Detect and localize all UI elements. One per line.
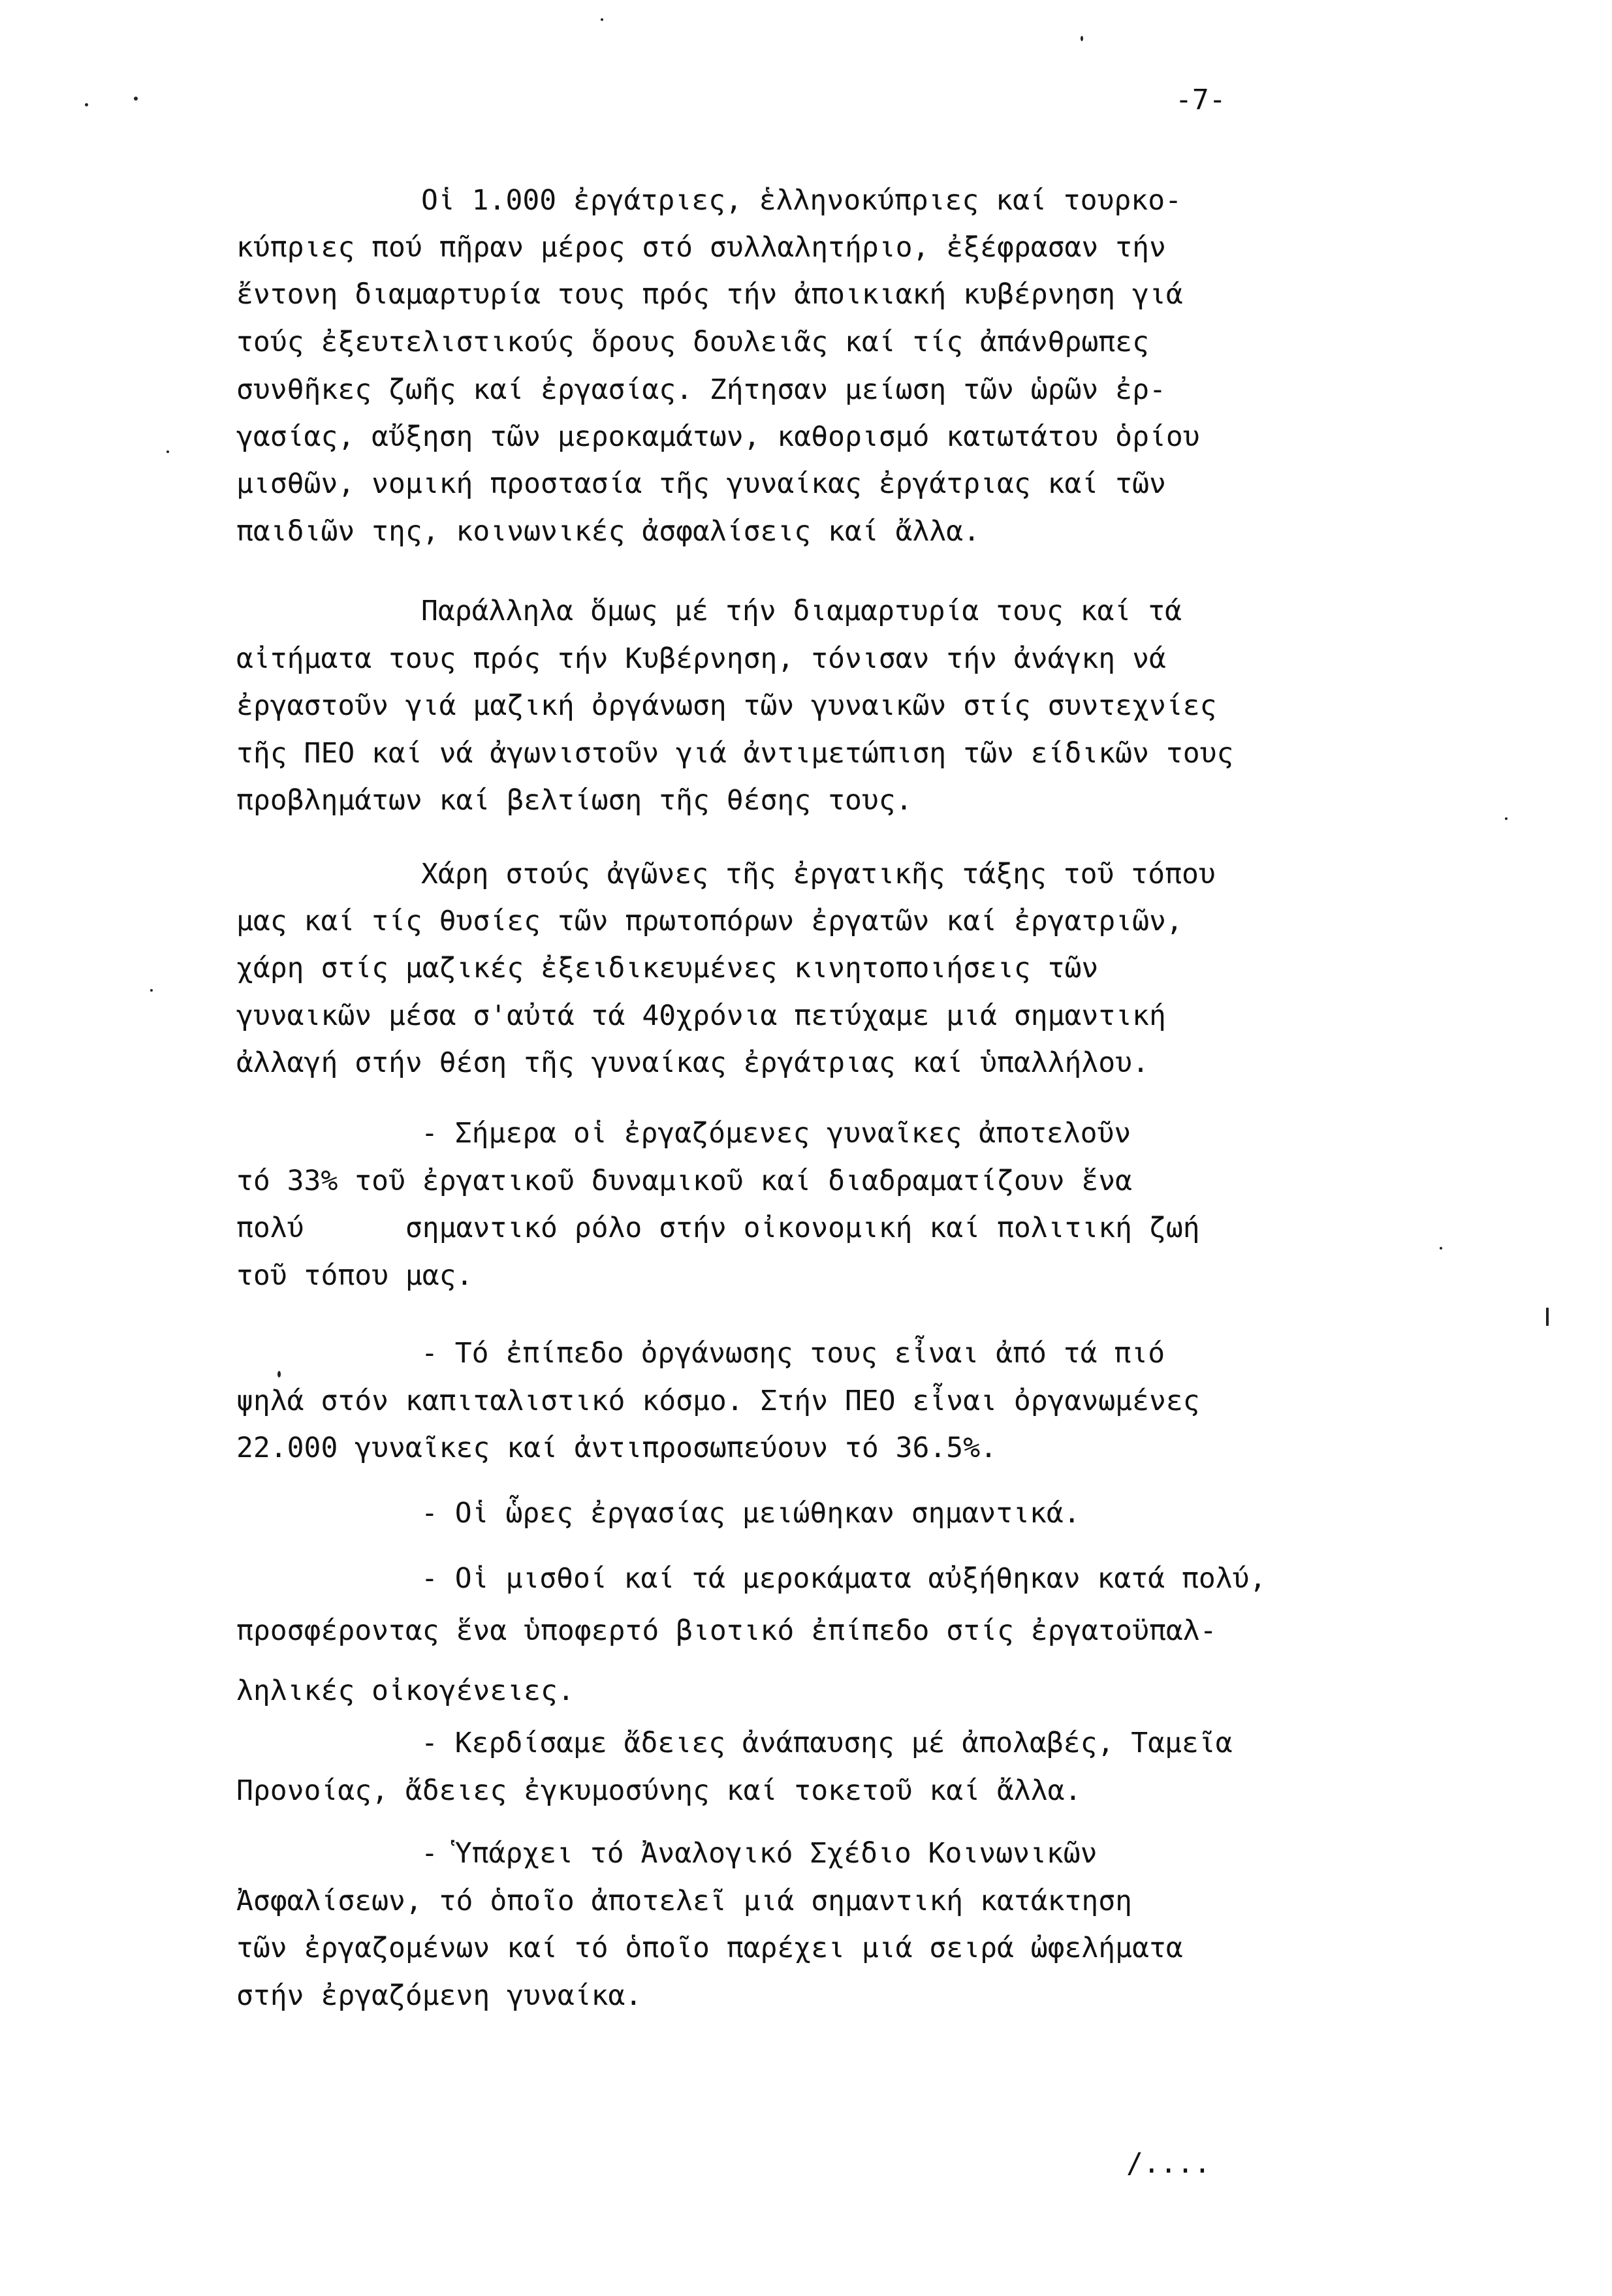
text-line: Παράλληλα ὅμως μέ τήν διαμαρτυρία τους καί τά: [421, 595, 1182, 627]
text-line: - Κερδίσαμε ἄδειες ἀνάπαυσης μέ ἀπολαβές, Ταμεῖα: [421, 1727, 1233, 1759]
text-line: - Οἱ ὧρες ἐργασίας μειώθηκαν σημαντικά.: [421, 1497, 1081, 1530]
text-line: Ἀσφαλίσεων, τό ὁποῖο ἀποτελεῖ μιά σημαντική κατάκτηση: [236, 1885, 1133, 1917]
scan-speck: [166, 450, 169, 453]
scan-speck: [134, 97, 138, 101]
continuation-mark: /....: [1126, 2147, 1211, 2180]
scan-speck: [1081, 36, 1083, 41]
text-line: - Τό ἐπίπεδο ὀργάνωσης τους εἶναι ἀπό τά πιό: [421, 1337, 1165, 1370]
text-line: προβλημάτων καί βελτίωση τῆς θέσης τους.: [236, 784, 913, 817]
text-line: παιδιῶν της, κοινωνικές ἀσφαλίσεις καί ἄλλα.: [236, 515, 981, 548]
text-line: τῶν ἐργαζομένων καί τό ὁποῖο παρέχει μιά σειρά ὠφελήματα: [236, 1932, 1183, 1964]
text-line: τό 33% τοῦ ἐργατικοῦ δυναμικοῦ καί διαδραματίζουν ἕνα: [236, 1165, 1133, 1197]
text-line: Προνοίας, ἄδειες ἐγκυμοσύνης καί τοκετοῦ καί ἄλλα.: [236, 1774, 1082, 1807]
text-line: ἔντονη διαμαρτυρία τους πρός τήν ἀποικιακή κυβέρνηση γιά: [236, 278, 1183, 311]
text-line: χάρη στίς μαζικές ἐξειδικευμένες κινητοποιήσεις τῶν: [236, 952, 1099, 984]
text-line: - Σήμερα οἱ ἐργαζόμενες γυναῖκες ἀποτελοῦν: [421, 1117, 1131, 1150]
text-line: τοῦ τόπου μας.: [236, 1259, 473, 1292]
text-line: γυναικῶν μέσα σ'αὐτά τά 40χρόνια πετύχαμε μιά σημαντική: [236, 999, 1166, 1032]
scan-speck: [85, 103, 88, 106]
text-line: κύπριες πού πῆραν μέρος στό συλλαλητήριο, ἐξέφρασαν τήν: [236, 231, 1166, 264]
text-line: ἀλλαγή στήν θέση τῆς γυναίκας ἐργάτριας καί ὑπαλλήλου.: [236, 1046, 1149, 1079]
scan-speck: [1546, 1308, 1549, 1326]
text-line: αἰτήματα τους πρός τήν Κυβέρνηση, τόνισαν τήν ἀνάγκη νά: [236, 642, 1166, 675]
scan-speck: [277, 1371, 281, 1377]
text-line: 22.000 γυναῖκες καί ἀντιπροσωπεύουν τό 36.5%.: [236, 1432, 997, 1464]
text-line: προσφέροντας ἕνα ὑποφερτό βιοτικό ἐπίπεδο στίς ἐργατοϋπαλ-: [236, 1614, 1217, 1647]
text-line: συνθῆκες ζωῆς καί ἐργασίας. Ζήτησαν μείωση τῶν ὡρῶν ἐρ-: [236, 373, 1166, 406]
text-line: μισθῶν, νομική προστασία τῆς γυναίκας ἐργάτριας καί τῶν: [236, 467, 1166, 500]
scan-speck: [1440, 1247, 1442, 1250]
text-line: - Οἱ μισθοί καί τά μεροκάματα αὐξήθηκαν κατά πολύ,: [421, 1562, 1267, 1595]
text-line: μας καί τίς θυσίες τῶν πρωτοπόρων ἐργατῶν καί ἐργατριῶν,: [236, 905, 1183, 937]
text-line: τῆς ΠΕΟ καί νά ἀγωνιστοῦν γιά ἀντιμετώπιση τῶν είδικῶν τους: [236, 737, 1234, 770]
text-line: - Ὑπάρχει τό Ἀναλογικό Σχέδιο Κοινωνικῶν: [421, 1837, 1098, 1870]
page-number: -7-: [1175, 84, 1226, 116]
text-line: Οἱ 1.000 ἐργάτριες, ἑλληνοκύπριες καί τουρκο-: [421, 184, 1182, 217]
text-line: γασίας, αὔξηση τῶν μεροκαμάτων, καθορισμό κατωτάτου ὁρίου: [236, 420, 1200, 453]
scan-speck: [1505, 817, 1508, 820]
text-line: ἐργαστοῦν γιά μαζική ὀργάνωση τῶν γυναικῶν στίς συντεχνίες: [236, 689, 1217, 722]
text-line: πολύ σημαντικό ρόλο στήν οἰκονομική καί πολιτική ζωή: [236, 1212, 1200, 1244]
scan-speck: [601, 18, 603, 21]
text-line: ληλικές οἰκογένειες.: [236, 1675, 575, 1707]
text-line: στήν ἐργαζόμενη γυναίκα.: [236, 1979, 642, 2012]
text-line: Χάρη στούς ἀγῶνες τῆς ἐργατικῆς τάξης τοῦ τόπου: [421, 858, 1216, 890]
text-line: τούς ἐξευτελιστικούς ὅρους δουλειᾶς καί τίς ἀπάνθρωπες: [236, 326, 1149, 358]
scan-speck: [150, 989, 153, 992]
text-line: ψηλά στόν καπιταλιστικό κόσμο. Στήν ΠΕΟ εἶναι ὀργανωμένες: [236, 1385, 1200, 1417]
